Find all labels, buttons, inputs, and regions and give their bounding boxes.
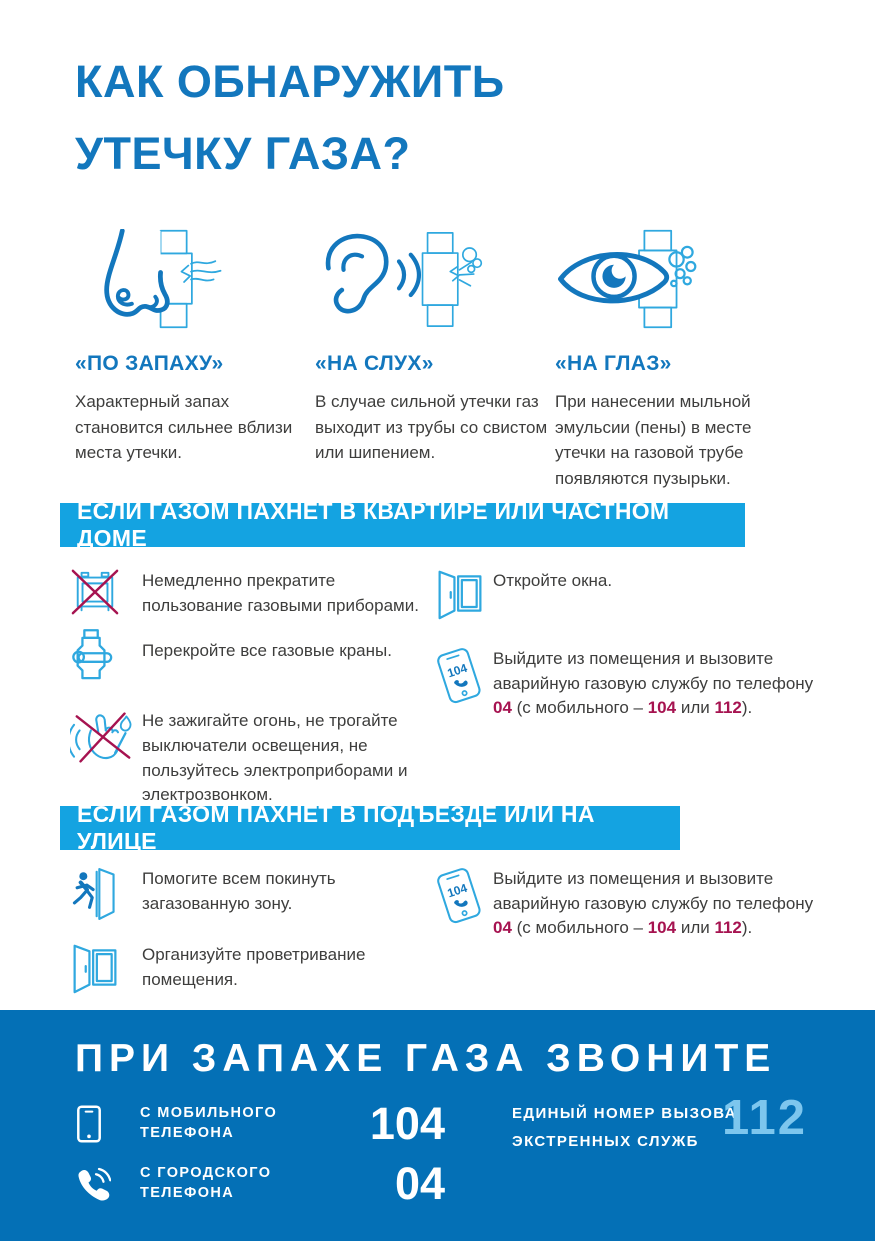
no-gas-stove-icon <box>70 568 142 616</box>
item-text: Не зажигайте огонь, не трогайте выключатели освещения, не пользуйтесь электроприборами и электрозвонком. <box>142 711 408 805</box>
method-sight-heading: «НА ГЛАЗ» <box>555 352 672 375</box>
phone-number-104: 104 <box>647 918 677 938</box>
footer-label-mobile: С МОБИЛЬНОГО ТЕЛЕФОНА <box>139 1105 278 1141</box>
footer-label-landline: С ГОРОДСКОГО ТЕЛЕФОНА <box>139 1165 272 1201</box>
list-item <box>70 866 435 922</box>
method-smell-heading: «ПО ЗАПАХУ» <box>75 352 224 375</box>
page-title-line1: КАК ОБНАРУЖИТЬ <box>75 56 505 107</box>
banner-street-text: ЕСЛИ ГАЗОМ ПАХНЕТ В ПОДЪЕЗДЕ ИЛИ НА УЛИЦЕ <box>77 801 595 854</box>
phone-number-04: 04 <box>493 918 512 938</box>
call-text-part: Выйдите из помещения и вызовите аварийную газовую службу по телефону <box>493 649 814 693</box>
section-street-right-column <box>435 866 820 994</box>
mobile-phone-icon <box>75 1102 112 1146</box>
call-text-part: или <box>676 698 715 718</box>
phone-screen-number: 104 <box>445 880 469 901</box>
banner-home <box>60 498 745 551</box>
phone-104-icon <box>435 866 493 926</box>
method-sound <box>315 228 555 491</box>
banner-home-text: ЕСЛИ ГАЗОМ ПАХНЕТ В КВАРТИРЕ ИЛИ ЧАСТНОМ ДОМЕ <box>77 498 670 551</box>
item-text: Перекройте все газовые краны. <box>142 641 392 661</box>
ear-hiss-icon <box>315 228 555 330</box>
banner-street <box>60 801 680 854</box>
phone-number-104: 104 <box>647 698 677 718</box>
open-window-icon <box>435 568 493 620</box>
method-smell-text: Характерный запах становится сильнее вблизи места утечки. <box>75 392 293 462</box>
nose-smell-icon <box>75 228 315 330</box>
list-item <box>70 942 435 994</box>
open-window-icon <box>70 942 142 994</box>
footer-emergency-label <box>512 1100 737 1156</box>
item-text <box>493 866 820 941</box>
item-text: Откройте окна. <box>493 571 613 590</box>
list-item <box>435 866 820 941</box>
phone-104-icon <box>435 646 493 706</box>
section-home-left-column <box>70 568 435 808</box>
footer-call-panel <box>0 1010 875 1241</box>
footer-title: ПРИ ЗАПАХЕ ГАЗА ЗВОНИТЕ <box>75 1037 777 1080</box>
footer-row-landline <box>75 1158 445 1210</box>
item-text: Помогите всем покинуть загазованную зону. <box>142 869 336 913</box>
call-text-part: ). <box>741 918 753 938</box>
call-text-part: Выйдите из помещения и вызовите аварийную газовую службу по телефону <box>493 869 814 913</box>
call-text-part: (с мобильного – <box>511 698 648 718</box>
method-smell <box>75 228 315 491</box>
call-text-part: ). <box>741 698 753 718</box>
detection-methods-row <box>75 228 820 491</box>
phone-number-04: 04 <box>493 698 512 718</box>
call-text-part: или <box>676 918 715 938</box>
method-sound-heading: «НА СЛУХ» <box>315 352 434 375</box>
exit-door-icon <box>70 866 142 922</box>
page-title-line2: УТЕЧКУ ГАЗА? <box>75 128 411 179</box>
phone-number-112: 112 <box>714 918 742 938</box>
list-item <box>435 568 820 620</box>
item-text <box>493 646 820 721</box>
item-text: Немедленно прекратите пользование газовыми приборами. <box>142 571 419 615</box>
method-sound-text: В случае сильной утечки газ выходит из трубы со свистом или шипением. <box>315 392 548 462</box>
no-fire-no-switch-icon <box>70 708 142 766</box>
section-street-left-column <box>70 866 435 994</box>
item-text: Организуйте проветривание помещения. <box>142 945 366 989</box>
phone-screen-number: 104 <box>445 660 469 681</box>
section-street <box>70 866 820 994</box>
landline-handset-icon <box>75 1166 112 1202</box>
method-sight-text: При нанесении мыльной эмульсии (пены) в месте утечки на газовой трубе появляются пузырьки. <box>555 392 752 488</box>
list-item <box>70 638 435 688</box>
eye-bubbles-icon <box>555 228 820 330</box>
section-home <box>70 568 820 808</box>
phone-number-112: 112 <box>714 698 742 718</box>
call-text-part: (с мобильного – <box>511 918 648 938</box>
list-item <box>70 568 435 618</box>
footer-number-04: 04 <box>394 1158 445 1209</box>
method-sight <box>555 228 820 491</box>
section-home-right-column <box>435 568 820 808</box>
footer-number-112: 112 <box>722 1091 808 1145</box>
footer-row-mobile <box>75 1098 445 1150</box>
footer-emergency-label-line1: ЕДИНЫЙ НОМЕР ВЫЗОВА <box>512 1105 738 1122</box>
gas-valve-icon <box>70 628 142 688</box>
list-item <box>70 708 435 808</box>
footer-emergency-label-line2: ЭКСТРЕННЫХ СЛУЖБ <box>512 1132 699 1150</box>
footer-number-104: 104 <box>369 1098 445 1149</box>
list-item <box>435 646 820 721</box>
page-title <box>75 46 505 190</box>
